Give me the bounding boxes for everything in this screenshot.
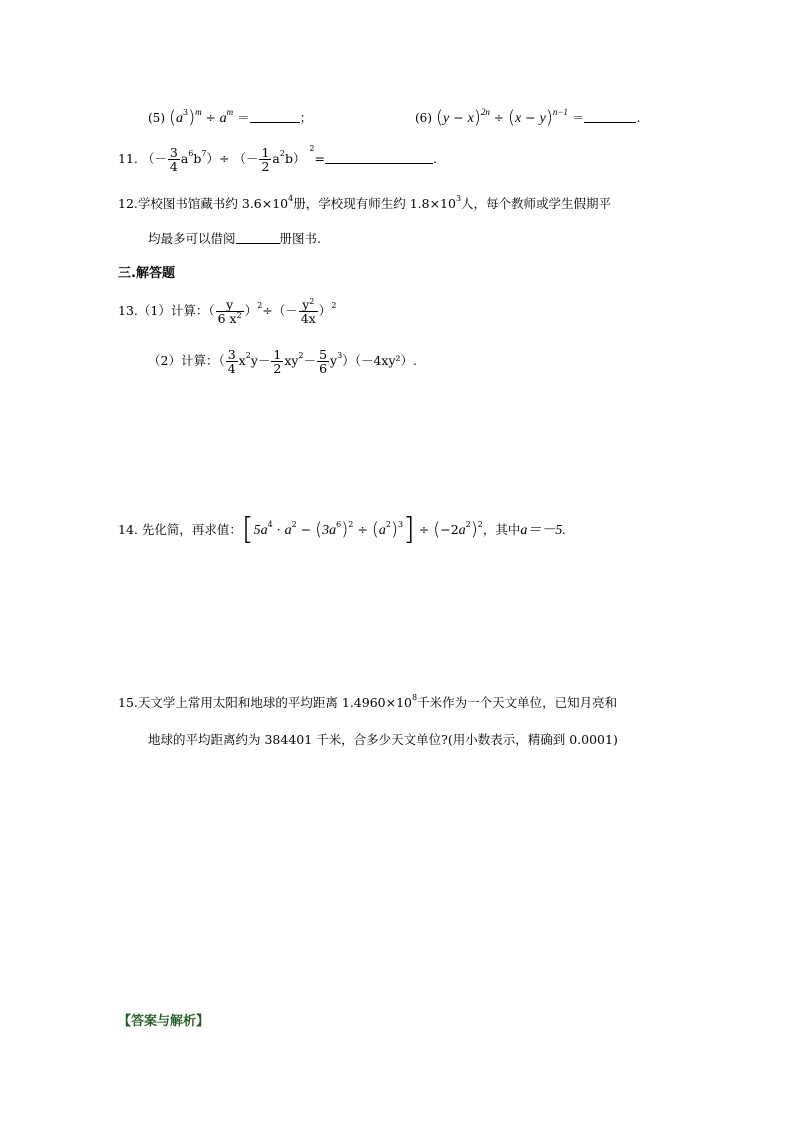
q5-label: (5) [148,111,165,125]
question-15: 15.天文学上常用太阳和地球的平均距离 $1.4960\times 10^8$千米作为一个天文单位，已知月亮和 [118,693,618,710]
question-13-part1: 13.（1）计算：（ $\frac{y}{6 x^2}$ ）$^2$÷（－ $\frac{y^2}{4x}$ ）$^2$ [118,297,337,327]
section-title: 三.解答题 [118,266,175,281]
question-14: 14. 先化简，再求值：$[5a^4 \cdot a^2 - (3a^6)^2 \div (a^2)^3] \div (-2a^2)^2$，其中a＝－5. [118,512,566,547]
question-12: 12.学校图书馆藏书约 $3.6\times 10^4$册，学校现有师生约 $1.8\times 10^3$人，每个教师或学生假期平 [118,194,612,211]
question-11: 11. （－ $\frac{3}{4}$ $a^6b^7)\div$ （－ $\frac{1}{2}$ $a^2b$） $^2$= . [118,144,437,174]
question-13-part2: （2）计算：（ $\frac{3}{4}$ $x^2y-$ $\frac{1}{2}$ $xy^2-$ $\frac{5}{6}$ $y^3)(-4xy^2)$. [148,347,418,377]
answer-blank[interactable] [250,110,300,123]
question-6: (6) $(y - x)^{2n} \div (x - y)^{n-1}$ ＝ . [415,107,641,128]
answer-blank[interactable] [325,151,433,164]
answer-section-header: 【答案与解析】 [118,1014,210,1029]
question-15-line2: 地球的平均距离约为 384401 千米，合多少天文单位?(用小数表示，精确到 0.0001) [148,732,618,747]
answer-blank[interactable] [236,231,280,244]
answer-blank[interactable] [584,110,636,123]
question-5: (5) $(a^3)^m \div a^m$ ＝ ； [148,107,313,128]
question-12-line2: 均最多可以借阅 册图书. [148,231,321,246]
q6-label: (6) [415,111,432,125]
